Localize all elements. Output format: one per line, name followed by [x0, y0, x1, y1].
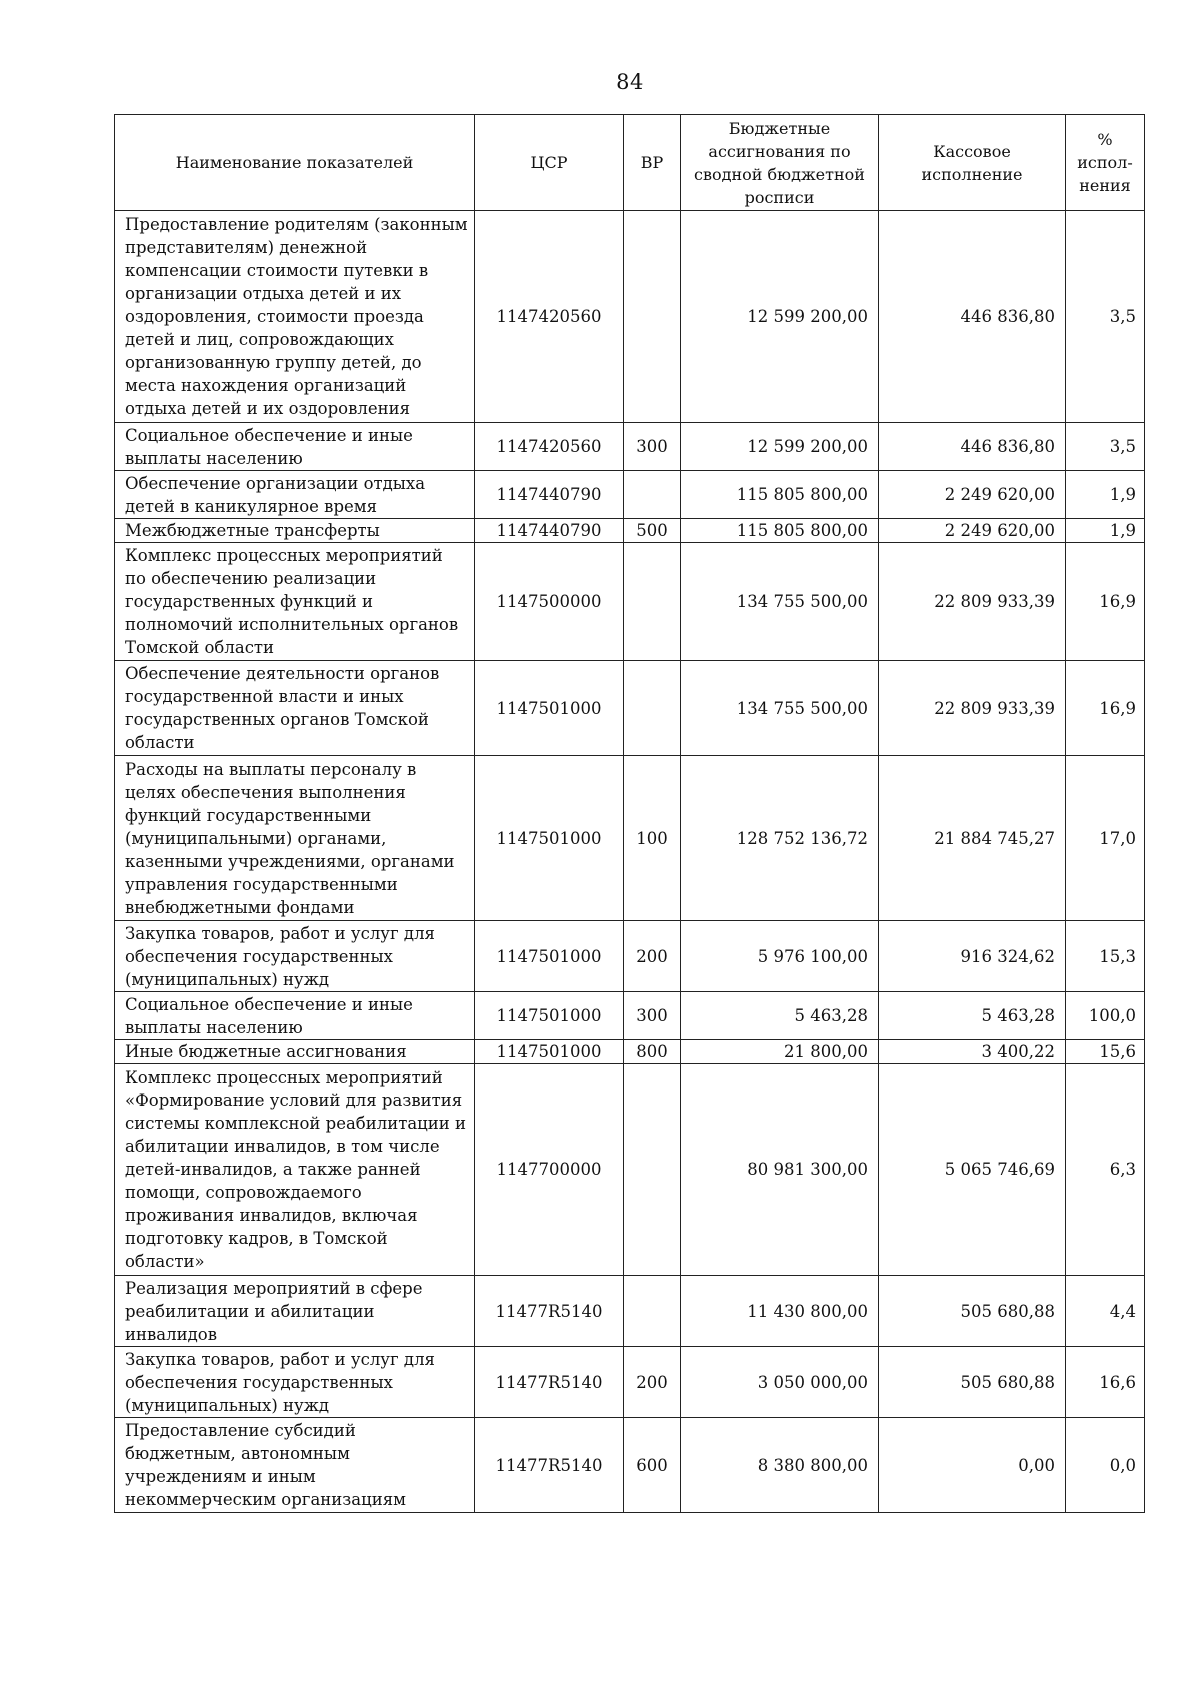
row-percent: 15,3: [1066, 921, 1145, 992]
row-percent: 1,9: [1066, 471, 1145, 519]
row-name: Комплекс процессных мероприятий «Формирование условий для развития системы комплексной реабилитации и абилитации инвалидов, в том числе детей-инвалидов, а также ранней помощи, сопровождаемого проживания инвалидов, включая подготовку кадров, в Томской области»: [115, 1064, 475, 1276]
row-vr: 100: [624, 756, 681, 921]
row-name: Предоставление субсидий бюджетным, автономным учреждениям и иным некоммерческим организациям: [115, 1418, 475, 1513]
row-percent: 15,6: [1066, 1040, 1145, 1064]
table-row: [115, 519, 1145, 543]
table-row: [115, 423, 1145, 471]
row-csr: 1147501000: [475, 661, 624, 756]
table-row: [115, 543, 1145, 661]
row-name: Социальное обеспечение и иные выплаты населению: [115, 423, 475, 471]
row-kassa: 21 884 745,27: [879, 756, 1066, 921]
row-percent: 16,6: [1066, 1347, 1145, 1418]
table-row: [115, 471, 1145, 519]
row-csr: 1147700000: [475, 1064, 624, 1276]
row-percent: 100,0: [1066, 992, 1145, 1040]
row-vr: 200: [624, 921, 681, 992]
header-name: Наименование показателей: [115, 115, 475, 211]
budget-execution-table: [114, 114, 1145, 1513]
row-csr: 11477R5140: [475, 1276, 624, 1347]
header-csr: ЦСР: [475, 115, 624, 211]
row-name: Реализация мероприятий в сфере реабилитации и абилитации инвалидов: [115, 1276, 475, 1347]
row-kassa: 0,00: [879, 1418, 1066, 1513]
table-row: [115, 1418, 1145, 1513]
row-name: Комплекс процессных мероприятий по обеспечению реализации государственных функций и полномочий исполнительных органов Томской области: [115, 543, 475, 661]
row-csr: 1147440790: [475, 471, 624, 519]
row-vr: 300: [624, 992, 681, 1040]
row-budget: 134 755 500,00: [681, 543, 879, 661]
row-kassa: 5 065 746,69: [879, 1064, 1066, 1276]
row-budget: 12 599 200,00: [681, 211, 879, 423]
row-vr: 500: [624, 519, 681, 543]
row-percent: 16,9: [1066, 661, 1145, 756]
row-percent: 4,4: [1066, 1276, 1145, 1347]
row-name: Обеспечение деятельности органов государственной власти и иных государственных органов Томской области: [115, 661, 475, 756]
table-row: [115, 661, 1145, 756]
row-kassa: 2 249 620,00: [879, 471, 1066, 519]
row-budget: 11 430 800,00: [681, 1276, 879, 1347]
row-vr: 200: [624, 1347, 681, 1418]
row-vr: 800: [624, 1040, 681, 1064]
table-row: [115, 1040, 1145, 1064]
table-body: [115, 211, 1145, 1513]
row-budget: 5 463,28: [681, 992, 879, 1040]
table-row: [115, 756, 1145, 921]
table-row: [115, 992, 1145, 1040]
row-budget: 128 752 136,72: [681, 756, 879, 921]
header-budget: Бюджетные ассигнования по сводной бюджетной росписи: [681, 115, 879, 211]
row-vr: [624, 661, 681, 756]
row-name: Социальное обеспечение и иные выплаты населению: [115, 992, 475, 1040]
table-header: [115, 115, 1145, 211]
row-budget: 21 800,00: [681, 1040, 879, 1064]
row-name: Закупка товаров, работ и услуг для обеспечения государственных (муниципальных) нужд: [115, 921, 475, 992]
row-csr: 1147501000: [475, 1040, 624, 1064]
row-csr: 11477R5140: [475, 1347, 624, 1418]
row-kassa: 505 680,88: [879, 1347, 1066, 1418]
table-row: [115, 211, 1145, 423]
header-vr: ВР: [624, 115, 681, 211]
row-budget: 115 805 800,00: [681, 519, 879, 543]
row-csr: 1147420560: [475, 423, 624, 471]
row-kassa: 2 249 620,00: [879, 519, 1066, 543]
row-budget: 115 805 800,00: [681, 471, 879, 519]
row-kassa: 505 680,88: [879, 1276, 1066, 1347]
row-kassa: 22 809 933,39: [879, 543, 1066, 661]
row-name: Иные бюджетные ассигнования: [115, 1040, 475, 1064]
table-row: [115, 1347, 1145, 1418]
row-percent: 17,0: [1066, 756, 1145, 921]
row-vr: 600: [624, 1418, 681, 1513]
row-csr: 1147501000: [475, 921, 624, 992]
header-kassa: Кассовое исполнение: [879, 115, 1066, 211]
row-budget: 12 599 200,00: [681, 423, 879, 471]
row-vr: [624, 1276, 681, 1347]
header-percent: % испол-нения: [1066, 115, 1145, 211]
row-percent: 6,3: [1066, 1064, 1145, 1276]
row-name: Межбюджетные трансферты: [115, 519, 475, 543]
table-row: [115, 1064, 1145, 1276]
row-csr: 1147501000: [475, 756, 624, 921]
row-budget: 80 981 300,00: [681, 1064, 879, 1276]
row-kassa: 22 809 933,39: [879, 661, 1066, 756]
row-percent: 0,0: [1066, 1418, 1145, 1513]
row-vr: [624, 1064, 681, 1276]
row-vr: [624, 471, 681, 519]
row-csr: 1147420560: [475, 211, 624, 423]
row-name: Расходы на выплаты персоналу в целях обеспечения выполнения функций государственными (муниципальными) органами, казенными учреждениями, органами управления государственными внебюджетными фондами: [115, 756, 475, 921]
page-number: 84: [616, 70, 644, 94]
row-kassa: 916 324,62: [879, 921, 1066, 992]
row-kassa: 446 836,80: [879, 211, 1066, 423]
row-csr: 1147501000: [475, 992, 624, 1040]
row-csr: 1147440790: [475, 519, 624, 543]
row-budget: 134 755 500,00: [681, 661, 879, 756]
row-name: Обеспечение организации отдыха детей в каникулярное время: [115, 471, 475, 519]
row-kassa: 5 463,28: [879, 992, 1066, 1040]
row-budget: 5 976 100,00: [681, 921, 879, 992]
row-percent: 1,9: [1066, 519, 1145, 543]
row-vr: 300: [624, 423, 681, 471]
table-row: [115, 1276, 1145, 1347]
row-kassa: 446 836,80: [879, 423, 1066, 471]
row-budget: 3 050 000,00: [681, 1347, 879, 1418]
row-budget: 8 380 800,00: [681, 1418, 879, 1513]
table-row: [115, 921, 1145, 992]
row-name: Предоставление родителям (законным представителям) денежной компенсации стоимости путевки в организации отдыха детей и их оздоровления, стоимости проезда детей и лиц, сопровождающих организованную группу детей, до места нахождения организаций отдыха детей и их оздоровления: [115, 211, 475, 423]
row-vr: [624, 211, 681, 423]
row-percent: 3,5: [1066, 211, 1145, 423]
row-percent: 16,9: [1066, 543, 1145, 661]
row-csr: 11477R5140: [475, 1418, 624, 1513]
row-csr: 1147500000: [475, 543, 624, 661]
row-vr: [624, 543, 681, 661]
row-name: Закупка товаров, работ и услуг для обеспечения государственных (муниципальных) нужд: [115, 1347, 475, 1418]
row-kassa: 3 400,22: [879, 1040, 1066, 1064]
row-percent: 3,5: [1066, 423, 1145, 471]
